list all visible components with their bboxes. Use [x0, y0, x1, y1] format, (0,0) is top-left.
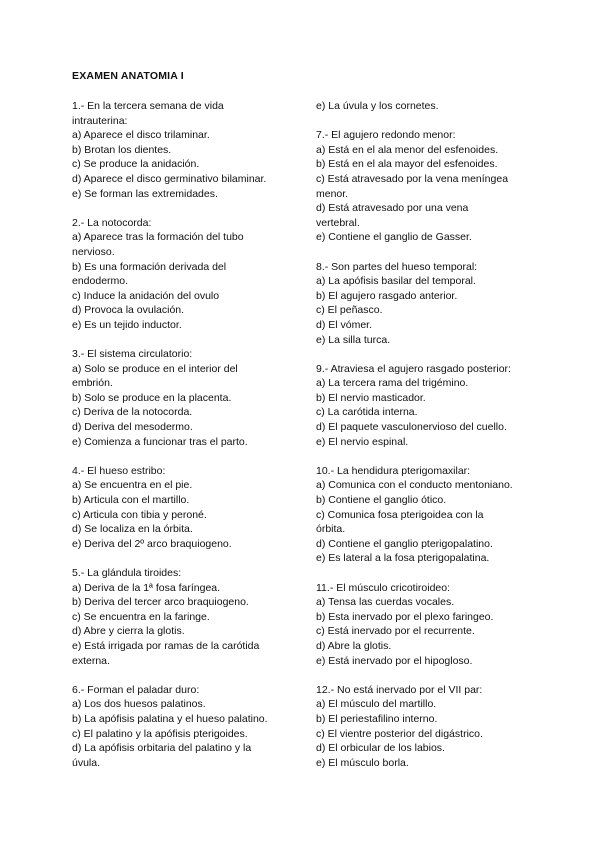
- answer-line: e) Es lateral a la fosa pterigopalatina.: [316, 552, 490, 565]
- question-text: 10.- La hendidura pterigomaxilar:: [316, 464, 471, 477]
- question-text: 1.- En la tercera semana de vida: [72, 100, 224, 112]
- answer-line: a) Los dos huesos palatinos.: [72, 698, 206, 711]
- answer-line: e) Se forman las extremidades.: [72, 187, 218, 200]
- answer-line: d) La apófisis orbitaria del palatino y la: [72, 742, 252, 755]
- answer-line: órbita.: [316, 523, 346, 536]
- answer-line: a) Se encuentra en el pie.: [72, 479, 193, 492]
- answer-line: e) Deriva del 2º arco braquiogeno.: [72, 537, 232, 550]
- answer-line: a) Aparece tras la formación del tubo: [72, 231, 244, 244]
- question-block: [72, 566, 287, 668]
- right-column: [316, 99, 531, 785]
- answer-line: c) El peñasco.: [316, 304, 383, 317]
- answer-line: c) Induce la anidación del ovulo: [72, 289, 220, 302]
- answer-line: b) El periestafilino interno.: [316, 712, 438, 725]
- answer-line: c) La carótida interna.: [316, 406, 418, 419]
- answer-line: a) Tensa las cuerdas vocales.: [316, 596, 455, 609]
- question-block: [72, 216, 287, 333]
- answer-line: c) Deriva de la notocorda.: [72, 406, 193, 419]
- answer-line: e) El músculo borla.: [316, 756, 409, 769]
- question-text: 11.- El músculo cricotiroideo:: [316, 581, 451, 594]
- answer-line: e) Contiene el ganglio de Gasser.: [316, 231, 472, 244]
- question-text: 12.- No está inervado por el VII par:: [316, 683, 483, 696]
- answer-line: d) El vómer.: [316, 318, 373, 331]
- question-text: 4.- El hueso estribo:: [72, 464, 166, 477]
- answer-line: d) El paquete vasculonervioso del cuello.: [316, 421, 507, 434]
- answer-line: c) Está atravesado por la vena meníngea: [316, 172, 509, 185]
- answer-line: b) La apófisis palatina y el hueso palatino.: [72, 712, 268, 725]
- answer-line: d) Provoca la ovulación.: [72, 304, 185, 317]
- question-block: [72, 464, 287, 552]
- answer-line: embrión.: [72, 377, 113, 390]
- answer-line: a) La tercera rama del trigémino.: [316, 377, 469, 390]
- question-text: e) La úvula y los cornetes.: [316, 100, 439, 112]
- answer-line: a) Deriva de la 1ª fosa faríngea.: [72, 581, 221, 594]
- answer-line: c) Comunica fosa pterigoidea con la: [316, 508, 484, 521]
- answer-line: vertebral.: [316, 216, 360, 229]
- question-text: 6.- Forman el paladar duro:: [72, 683, 200, 696]
- answer-line: d) Se localiza en la órbita.: [72, 523, 193, 536]
- answer-line: e) Comienza a funcionar tras el parto.: [72, 435, 248, 448]
- answer-line: a) Solo se produce en el interior del: [72, 362, 238, 375]
- answer-line: intrauterina:: [72, 114, 128, 127]
- question-block: [316, 99, 531, 114]
- question-block: [316, 464, 531, 566]
- answer-line: b) Esta inervado por el plexo faringeo.: [316, 610, 494, 623]
- question-text: 8.- Son partes del hueso temporal:: [316, 260, 478, 273]
- answer-line: d) Aparece el disco germinativo bilaminar.: [72, 172, 267, 185]
- question-text: 9.- Atraviesa el agujero rasgado posterior:: [316, 362, 511, 375]
- answer-line: c) Articula con tibia y peroné.: [72, 508, 207, 521]
- answer-line: d) Abre y cierra la glotis.: [72, 625, 185, 638]
- answer-line: d) Está atravesado por una vena: [316, 202, 469, 215]
- question-block: [316, 128, 531, 245]
- answer-line: e) La silla turca.: [316, 333, 391, 346]
- answer-line: c) Se produce la anidación.: [72, 158, 200, 171]
- question-text: 7.- El agujero redondo menor:: [316, 129, 456, 142]
- answer-line: e) Está inervado por el hipogloso.: [316, 654, 473, 667]
- question-text: 5.- La glándula tiroides:: [72, 567, 182, 579]
- answer-line: c) Se encuentra en la faringe.: [72, 610, 210, 623]
- answer-line: a) La apófisis basilar del temporal.: [316, 275, 476, 288]
- answer-line: b) El agujero rasgado anterior.: [316, 289, 458, 302]
- answer-line: c) Está inervado por el recurrente.: [316, 625, 475, 638]
- answer-line: b) Solo se produce en la placenta.: [72, 391, 232, 404]
- answer-line: b) Deriva del tercer arco braquiogeno.: [72, 596, 249, 609]
- question-block: [72, 347, 287, 449]
- question-block: [316, 581, 531, 669]
- question-block: [72, 99, 287, 201]
- question-block: [316, 260, 531, 348]
- left-column: [72, 99, 287, 785]
- answer-line: d) Contiene el ganglio pterigopalatino.: [316, 537, 493, 550]
- answer-line: b) Es una formación derivada del: [72, 260, 227, 273]
- answer-line: b) Contiene el ganglio ótico.: [316, 494, 447, 507]
- question-block: [316, 362, 531, 450]
- answer-line: d) Deriva del mesodermo.: [72, 421, 193, 434]
- answer-line: endodermo.: [72, 275, 129, 288]
- question-block: [316, 683, 531, 771]
- answer-line: nervioso.: [72, 245, 115, 258]
- answer-line: externa.: [72, 654, 110, 667]
- answer-line: d) Abre la glotis.: [316, 639, 392, 652]
- answer-line: d) El orbicular de los labios.: [316, 742, 445, 755]
- answer-line: c) El palatino y la apófisis pterigoides.: [72, 727, 248, 740]
- question-text: 2.- La notocorda:: [72, 216, 152, 229]
- question-text: 3.- El sistema circulatorio:: [72, 348, 193, 361]
- question-block: [72, 683, 287, 771]
- answer-line: a) Aparece el disco trilaminar.: [72, 129, 210, 142]
- answer-line: menor.: [316, 187, 349, 200]
- answer-line: a) Comunica con el conducto mentoniano.: [316, 479, 513, 492]
- answer-line: b) El nervio masticador.: [316, 391, 426, 404]
- answer-line: b) Está en el ala mayor del esfenoides.: [316, 158, 498, 171]
- answer-line: b) Brotan los dientes.: [72, 143, 172, 156]
- exam-title: EXAMEN ANATOMIA I: [72, 70, 184, 82]
- answer-line: a) Está en el ala menor del esfenoides.: [316, 143, 499, 156]
- answer-line: e) Es un tejido inductor.: [72, 318, 182, 331]
- answer-line: b) Articula con el martillo.: [72, 494, 190, 507]
- answer-line: a) El músculo del martillo.: [316, 698, 437, 711]
- answer-line: e) El nervio espinal.: [316, 435, 409, 448]
- answer-line: c) El vientre posterior del digástrico.: [316, 727, 483, 740]
- answer-line: úvula.: [72, 756, 101, 769]
- answer-line: e) Está irrigada por ramas de la carótida: [72, 639, 260, 652]
